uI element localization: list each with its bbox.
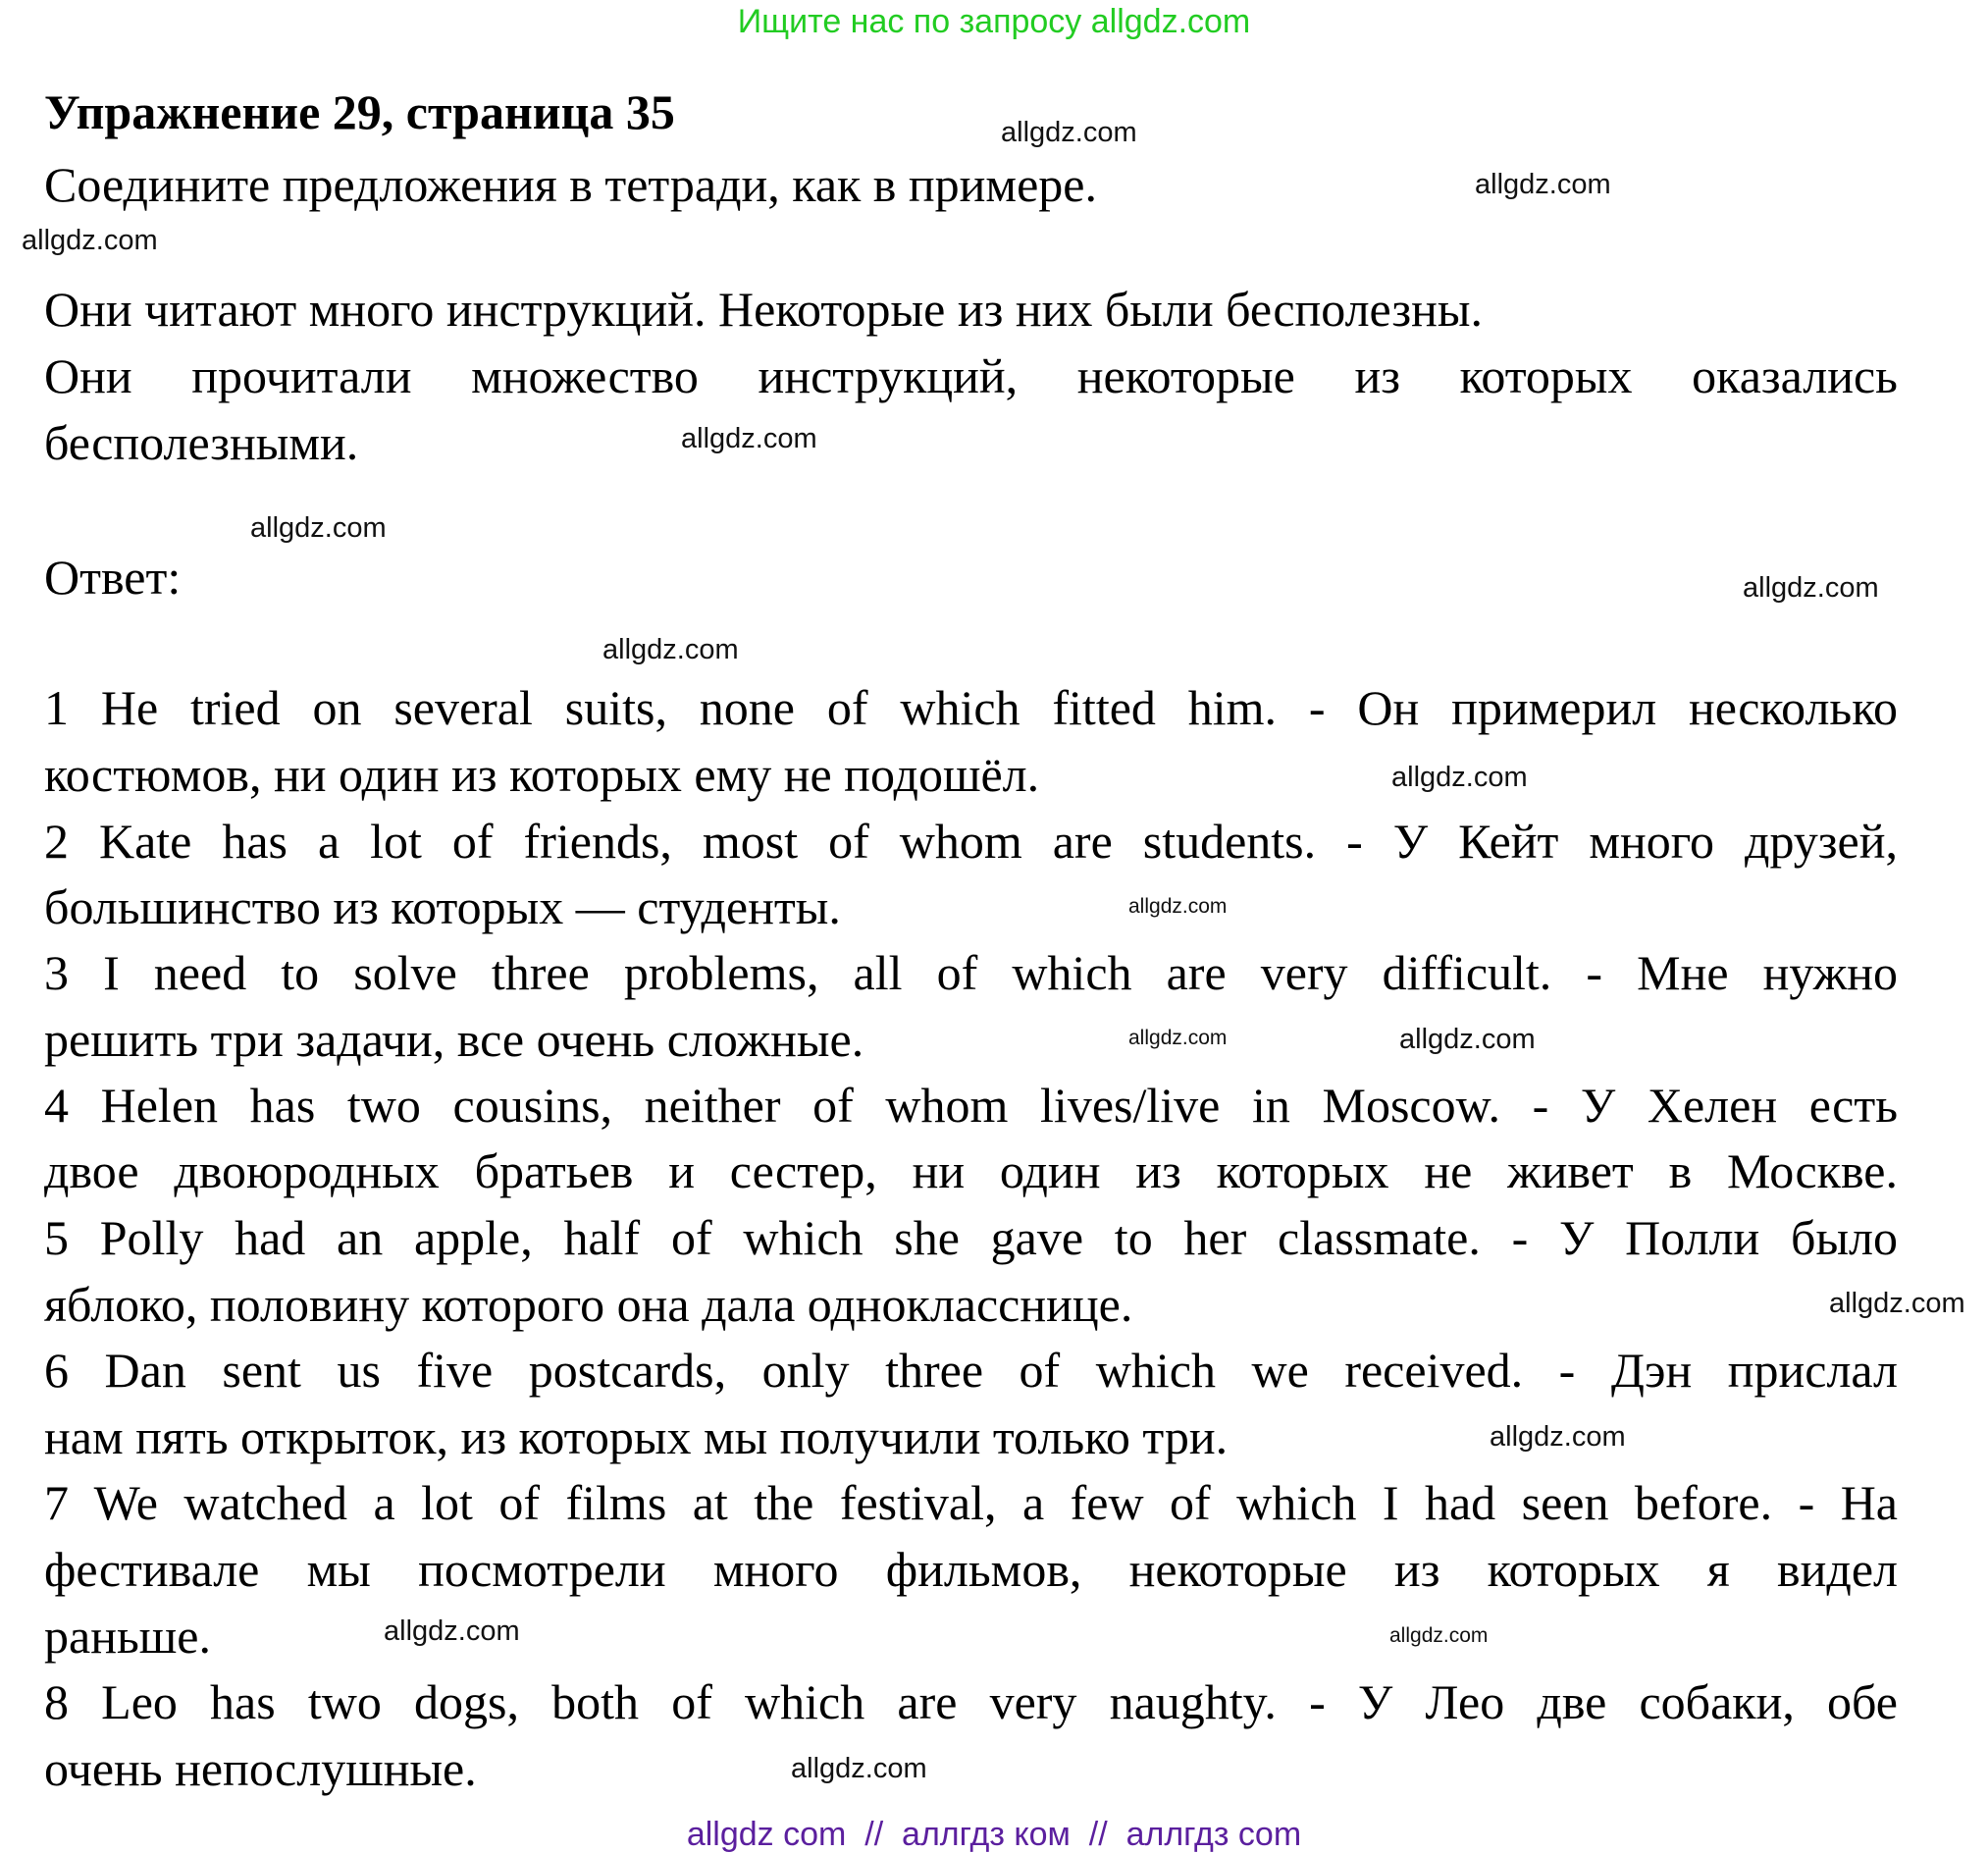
top-banner: Ищите нас по запросу allgdz.com xyxy=(737,3,1251,40)
answer-line: большинство из которых — студенты. xyxy=(44,879,841,934)
watermark: allgdz.com xyxy=(1743,572,1879,604)
answer-line: фестивале мы посмотрели много фильмов, некоторые из которых я видел xyxy=(44,1542,1898,1597)
watermark: allgdz.com xyxy=(791,1753,927,1784)
watermark: allgdz.com xyxy=(1475,169,1611,200)
example-line: Они прочитали множество инструкций, некоторые из которых оказались xyxy=(44,348,1898,403)
watermark: allgdz.com xyxy=(22,225,158,256)
example-line: Они читают много инструкций. Некоторые из них были бесполезны. xyxy=(44,282,1483,337)
watermark: allgdz.com xyxy=(250,512,387,544)
answer-line: 2 Kate has a lot of friends, most of whom are students. - У Кейт много друзей, xyxy=(44,814,1898,869)
answer-line: 6 Dan sent us five postcards, only three of which we received. - Дэн прислал xyxy=(44,1343,1898,1398)
answer-line: 7 We watched a lot of films at the festival, a few of which I had seen before. - На xyxy=(44,1475,1898,1530)
answer-line: очень непослушные. xyxy=(44,1741,477,1796)
watermark: allgdz.com xyxy=(681,423,817,454)
watermark: allgdz.com xyxy=(1490,1421,1626,1453)
answer-line: 8 Leo has two dogs, both of which are very naughty. - У Лео две собаки, обе xyxy=(44,1674,1898,1729)
answer-label: Ответ: xyxy=(44,550,182,605)
answer-line: 5 Polly had an apple, half of which she gave to her classmate. - У Полли было xyxy=(44,1210,1898,1265)
instruction: Соедините предложения в тетради, как в примере. xyxy=(44,157,1097,212)
exercise-heading: Упражнение 29, страница 35 xyxy=(44,84,675,139)
watermark: allgdz.com xyxy=(1128,895,1228,918)
watermark: allgdz.com xyxy=(602,634,739,665)
answer-line: раньше. xyxy=(44,1609,211,1664)
watermark: allgdz.com xyxy=(1128,1027,1228,1049)
watermark: allgdz.com xyxy=(1399,1024,1536,1055)
answer-line: костюмов, ни один из которых ему не подошёл. xyxy=(44,747,1040,802)
answer-line: нам пять открыток, из которых мы получили только три. xyxy=(44,1409,1229,1464)
watermark: allgdz.com xyxy=(1389,1624,1489,1647)
answer-line: 3 I need to solve three problems, all of which are very difficult. - Мне нужно xyxy=(44,945,1898,1000)
answer-line: яблоко, половину которого она дала однокласснице. xyxy=(44,1277,1133,1332)
answer-line: решить три задачи, все очень сложные. xyxy=(44,1012,864,1067)
watermark: allgdz.com xyxy=(1001,117,1137,148)
answer-line: 1 He tried on several suits, none of which fitted him. - Он примерил несколько xyxy=(44,680,1898,735)
example-line: бесполезными. xyxy=(44,415,359,470)
watermark: allgdz.com xyxy=(1391,762,1528,793)
answer-line: двое двоюродных братьев и сестер, ни один из которых не живет в Москве. xyxy=(44,1143,1898,1198)
watermark: allgdz.com xyxy=(1829,1288,1965,1319)
footer-links: allgdz com // аллгдз ком // аллгдз com xyxy=(686,1816,1302,1853)
watermark: allgdz.com xyxy=(384,1615,520,1647)
answer-line: 4 Helen has two cousins, neither of whom lives/live in Moscow. - У Хелен есть xyxy=(44,1078,1898,1133)
